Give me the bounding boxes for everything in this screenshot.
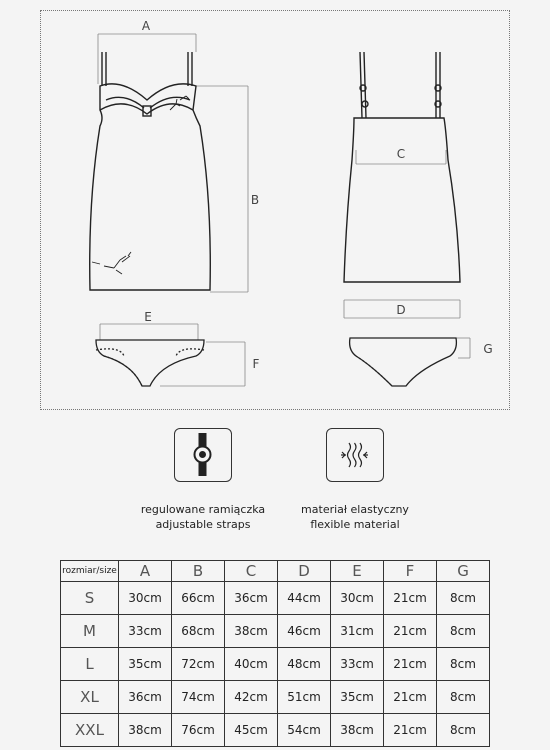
label-b: B	[250, 193, 260, 207]
size-label: L	[61, 648, 119, 681]
label-c: C	[396, 147, 406, 161]
table-row	[61, 615, 490, 648]
label-e: E	[144, 310, 152, 324]
table-cell: 42cm	[225, 681, 278, 714]
size-label: S	[61, 582, 119, 615]
column-header-a: A	[119, 561, 172, 582]
table-cell: 21cm	[384, 582, 437, 615]
table-cell: 38cm	[119, 714, 172, 747]
table-cell: 46cm	[278, 615, 331, 648]
size-table-header	[61, 561, 490, 582]
table-cell: 40cm	[225, 648, 278, 681]
column-header-g: G	[437, 561, 490, 582]
feature-material-caption	[270, 502, 440, 532]
table-cell: 31cm	[331, 615, 384, 648]
label-d: D	[396, 303, 406, 317]
table-cell: 66cm	[172, 582, 225, 615]
table-cell: 21cm	[384, 681, 437, 714]
briefs-back-outline	[350, 338, 457, 386]
column-header-d: D	[278, 561, 331, 582]
table-cell: 74cm	[172, 681, 225, 714]
table-row	[61, 648, 490, 681]
elastic-material-icon	[326, 428, 384, 482]
table-cell: 30cm	[331, 582, 384, 615]
feature-material-en: flexible material	[310, 518, 400, 531]
table-cell: 8cm	[437, 615, 490, 648]
adjustable-strap-icon	[174, 428, 232, 482]
size-column-header: rozmiar/size	[61, 561, 119, 582]
briefs-front-outline	[96, 340, 204, 386]
table-row	[61, 714, 490, 747]
size-label: M	[61, 615, 119, 648]
table-cell: 36cm	[119, 681, 172, 714]
table-cell: 21cm	[384, 615, 437, 648]
table-cell: 45cm	[225, 714, 278, 747]
table-row	[61, 681, 490, 714]
label-g: G	[483, 342, 493, 356]
table-cell: 21cm	[384, 648, 437, 681]
embroidery-flowers	[92, 96, 189, 274]
table-cell: 68cm	[172, 615, 225, 648]
chemise-back-outline	[344, 52, 460, 282]
column-header-c: C	[225, 561, 278, 582]
size-label: XL	[61, 681, 119, 714]
column-header-e: E	[331, 561, 384, 582]
label-a: A	[141, 19, 151, 33]
table-cell: 38cm	[331, 714, 384, 747]
table-cell: 21cm	[384, 714, 437, 747]
table-cell: 51cm	[278, 681, 331, 714]
table-cell: 36cm	[225, 582, 278, 615]
table-cell: 54cm	[278, 714, 331, 747]
table-cell: 38cm	[225, 615, 278, 648]
chemise-front-outline	[90, 52, 211, 290]
table-cell: 72cm	[172, 648, 225, 681]
size-label: XXL	[61, 714, 119, 747]
table-cell: 35cm	[119, 648, 172, 681]
feature-straps-pl: regulowane ramiączka	[140, 503, 266, 516]
table-cell: 8cm	[437, 582, 490, 615]
table-cell: 33cm	[119, 615, 172, 648]
table-cell: 48cm	[278, 648, 331, 681]
measure-guides	[98, 34, 470, 386]
table-cell: 76cm	[172, 714, 225, 747]
table-cell: 35cm	[331, 681, 384, 714]
column-header-b: B	[172, 561, 225, 582]
feature-straps-caption	[118, 502, 288, 532]
feature-material-pl: materiał elastyczny	[301, 503, 409, 516]
table-cell: 30cm	[119, 582, 172, 615]
label-f: F	[252, 357, 260, 371]
table-cell: 8cm	[437, 714, 490, 747]
size-table	[60, 560, 490, 747]
column-header-f: F	[384, 561, 437, 582]
feature-straps-en: adjustable straps	[155, 518, 251, 531]
table-cell: 44cm	[278, 582, 331, 615]
table-cell: 8cm	[437, 648, 490, 681]
table-cell: 33cm	[331, 648, 384, 681]
table-row	[61, 582, 490, 615]
table-cell: 8cm	[437, 681, 490, 714]
